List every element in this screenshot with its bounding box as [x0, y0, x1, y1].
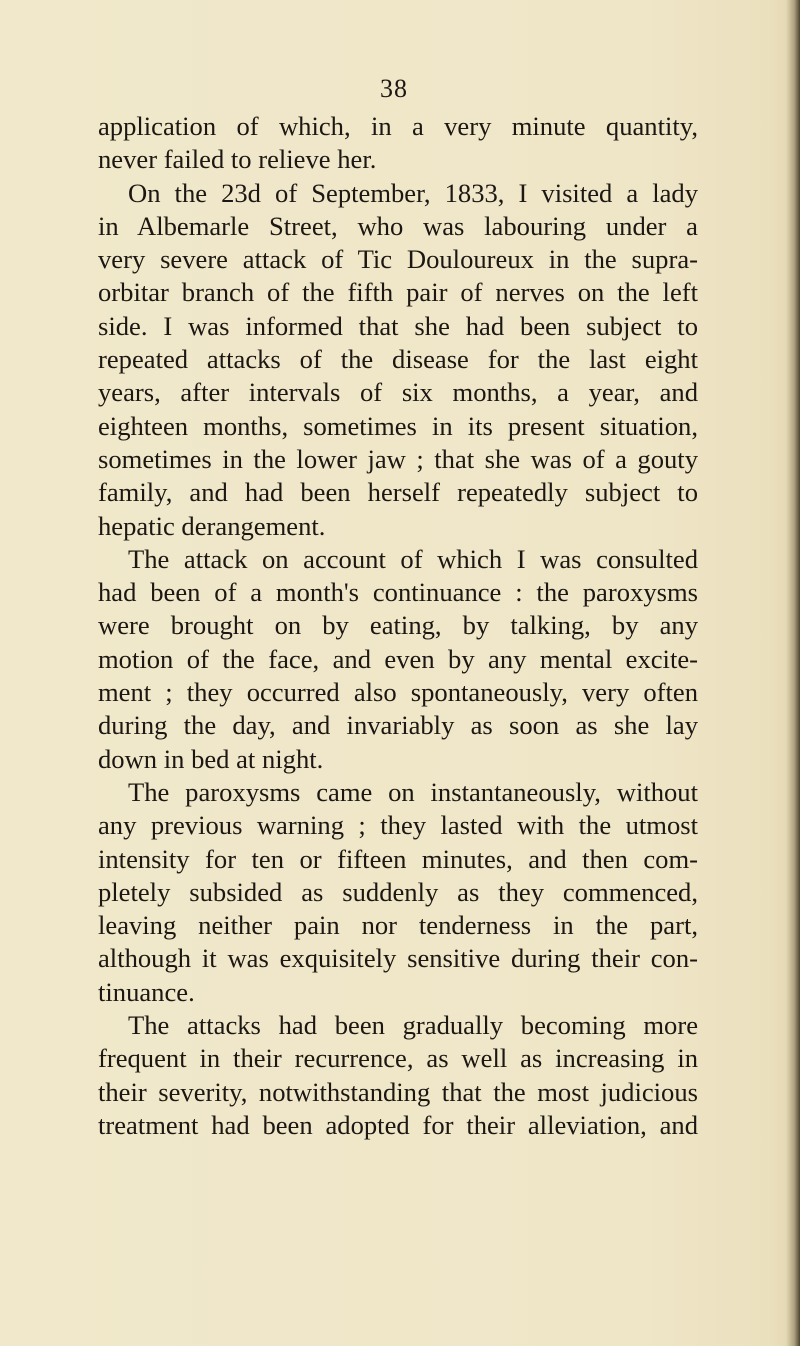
text-line: although it was exquisitely sensitive during their con-	[98, 943, 698, 974]
text-line: leaving neither pain nor tenderness in the part,	[98, 910, 698, 941]
text-line: any previous warning ; they lasted with the utmost	[98, 810, 698, 841]
text-line: application of which, in a very minute quantity,	[98, 111, 698, 141]
text-line: were brought on by eating, by talking, by any	[98, 610, 698, 641]
text-line: frequent in their recurrence, as well as increasing in	[98, 1043, 698, 1074]
text-line: The paroxysms came on instantaneously, without	[128, 776, 698, 807]
text-line: had been of a month's continuance : the paroxysms	[98, 577, 698, 608]
text-line: hepatic derangement.	[98, 510, 326, 541]
text-line: family, and had been herself repeatedly subject to	[98, 477, 698, 508]
text-line: intensity for ten or fifteen minutes, and then com-	[98, 843, 698, 874]
text-line: years, after intervals of six months, a year, and	[98, 377, 698, 408]
body-text	[98, 110, 698, 1142]
text-line: ment ; they occurred also spontaneously, very often	[98, 677, 698, 708]
text-line: On the 23d of September, 1833, I visited a lady	[128, 177, 698, 208]
text-line: eighteen months, sometimes in its present situation,	[98, 410, 698, 441]
text-line: pletely subsided as suddenly as they commenced,	[98, 876, 698, 907]
text-line: sometimes in the lower jaw ; that she was of a gouty	[98, 443, 698, 474]
text-line: very severe attack of Tic Douloureux in the supra-	[98, 244, 698, 275]
text-line: orbitar branch of the fifth pair of nerves on the left	[98, 277, 698, 308]
text-line: repeated attacks of the disease for the last eight	[98, 344, 698, 375]
text-line: during the day, and invariably as soon as she lay	[98, 710, 698, 741]
text-line: in Albemarle Street, who was labouring under a	[98, 210, 698, 241]
text-line: side. I was informed that she had been subject to	[98, 310, 698, 341]
page-number: 38	[380, 74, 408, 103]
text-line: never failed to relieve her.	[98, 144, 377, 175]
text-line: their severity, notwithstanding that the most judicious	[98, 1076, 698, 1107]
text-line: The attack on account of which I was consulted	[128, 543, 698, 574]
text-line: treatment had been adopted for their alleviation, and	[98, 1109, 698, 1140]
text-line: tinuance.	[98, 976, 195, 1007]
page-edge-shadow	[786, 0, 800, 1346]
text-line: motion of the face, and even by any mental excite-	[98, 643, 698, 674]
text-line: The attacks had been gradually becoming more	[128, 1010, 698, 1041]
text-line: down in bed at night.	[98, 743, 324, 774]
